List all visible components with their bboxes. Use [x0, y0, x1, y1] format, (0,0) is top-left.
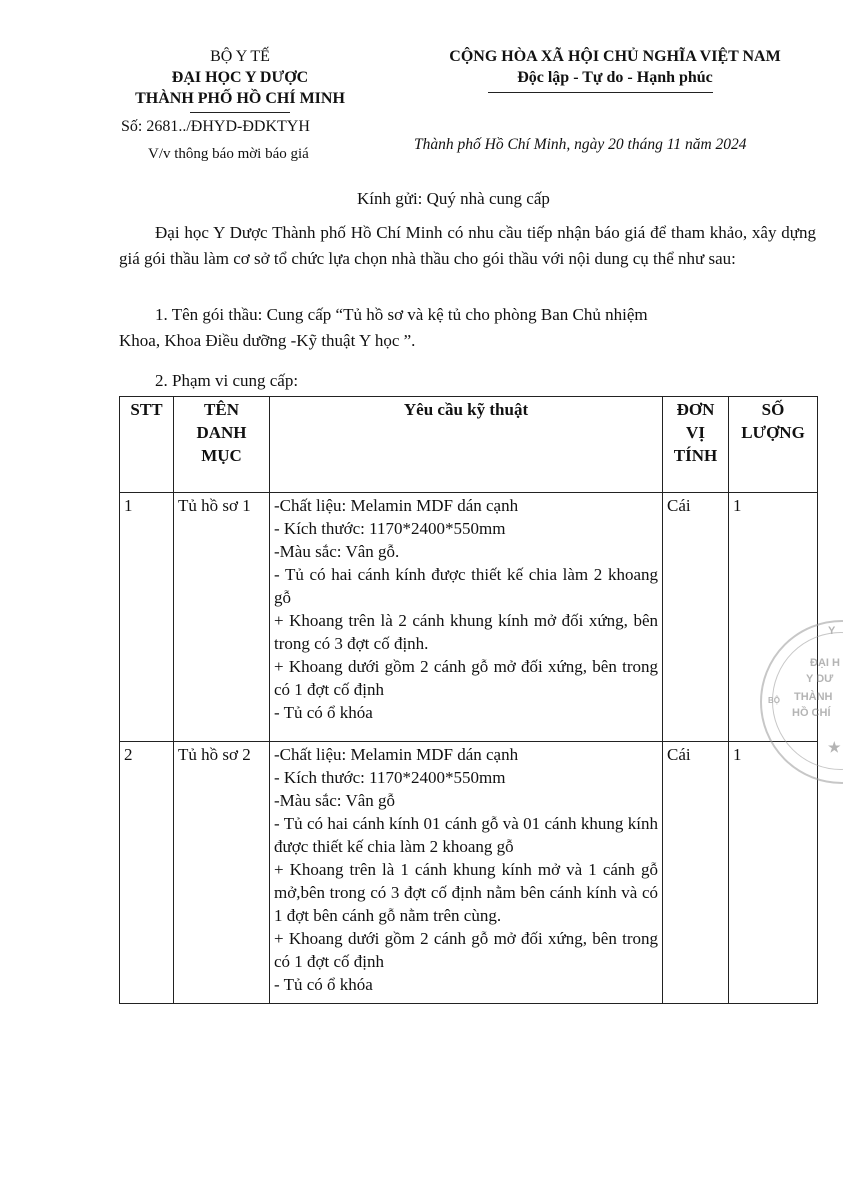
req-line: - Kích thước: 1170*2400*550mm [274, 768, 506, 787]
header-left-underline [190, 112, 290, 113]
req-line: -Màu sắc: Vân gỗ [274, 791, 396, 810]
stamp-text: Y [828, 625, 836, 637]
req-line: - Tủ có ổ khóa [274, 703, 373, 722]
stamp-text: HỒ CHÍ [792, 707, 831, 719]
salutation: Kính gửi: Quý nhà cung cấp [357, 189, 550, 208]
header-unit: ĐƠN VỊ TÍNH [663, 397, 729, 493]
table-header-row [120, 397, 818, 493]
stamp-star-icon: ★ [828, 739, 841, 755]
package-name-line1: 1. Tên gói thầu: Cung cấp “Tủ hồ sơ và kệ tủ cho phòng Ban Chủ nhiệm [155, 305, 648, 324]
row-unit: Cái [663, 493, 729, 742]
stamp-text: BỘ [768, 696, 780, 705]
req-line: - Kích thước: 1170*2400*550mm [274, 519, 506, 538]
req-line: + Khoang dưới gồm 2 cánh gỗ mở đối xứng, bên trong có 1 đợt cố định [274, 657, 658, 699]
req-line: -Màu sắc: Vân gỗ. [274, 542, 400, 561]
row-requirements [270, 742, 663, 1004]
scope-heading: 2. Phạm vi cung cấp: [155, 371, 299, 390]
req-line: - Tủ có hai cánh kính 01 cánh gỗ và 01 cánh khung kính được thiết kế chia làm 2 khoang gỗ [274, 814, 658, 856]
req-line: + Khoang trên là 1 cánh khung kính mở và 1 cánh gỗ mở,bên trong có 3 đợt cố định nằm bên cánh kính và có 1 đợt bên cánh gỗ nằm trên cùng. [274, 860, 658, 925]
row-requirements [270, 493, 663, 742]
req-line: - Tủ có hai cánh kính được thiết kế chia làm 2 khoang gỗ [274, 565, 658, 607]
req-line: + Khoang trên là 2 cánh khung kính mở đối xứng, bên trong có 3 đợt cố định. [274, 611, 658, 653]
document-number: Số: 2681../ĐHYD-ĐDKTYH [121, 118, 310, 135]
req-line: + Khoang dưới gồm 2 cánh gỗ mở đối xứng, bên trong có 1 đợt cố định [274, 929, 658, 971]
req-line: -Chất liệu: Melamin MDF dán cạnh [274, 496, 519, 515]
stamp-text: ĐẠI H [810, 657, 840, 669]
header-right-underline [488, 92, 713, 93]
motto-line: Độc lập - Tự do - Hạnh phúc [517, 69, 713, 86]
header-quantity: SỐ LƯỢNG [729, 397, 818, 493]
package-name-line2: Khoa, Khoa Điều dưỡng -Kỹ thuật Y học ”. [119, 331, 416, 350]
intro-paragraph: Đại học Y Dược Thành phố Hồ Chí Minh có nhu cầu tiếp nhận báo giá để tham khảo, xây dựng giá gói thầu làm cơ sở tổ chức lựa chọn nhà thầu cho gói thầu với nội dung cụ thể như sau: [119, 223, 816, 268]
city-line: THÀNH PHỐ HỒ CHÍ MINH [135, 90, 345, 107]
requirements-table [119, 396, 818, 1004]
university-line: ĐẠI HỌC Y DƯỢC [171, 69, 309, 86]
row-stt: 2 [120, 742, 174, 1004]
stamp-text: THÀNH [794, 691, 833, 703]
table-row [120, 742, 818, 1004]
row-unit: Cái [663, 742, 729, 1004]
row-quantity: 1 [729, 742, 818, 1004]
country-line: CỘNG HÒA XÃ HỘI CHỦ NGHĨA VIỆT NAM [449, 48, 781, 65]
national-header [420, 46, 810, 88]
document-subject: V/v thông báo mời báo giá [148, 146, 309, 162]
document-date: Thành phố Hồ Chí Minh, ngày 20 tháng 11 năm 2024 [414, 136, 747, 153]
stamp-text: Y DƯ [806, 673, 834, 685]
row-stt: 1 [120, 493, 174, 742]
req-line: - Tủ có ổ khóa [274, 975, 373, 994]
row-item-name: Tủ hồ sơ 2 [174, 742, 270, 1004]
header-item-name: TÊN DANH MỤC [174, 397, 270, 493]
req-line: -Chất liệu: Melamin MDF dán cạnh [274, 745, 519, 764]
header-technical-requirements: Yêu cầu kỹ thuật [270, 397, 663, 493]
ministry-name [110, 46, 370, 109]
row-quantity: 1 [729, 493, 818, 742]
ministry-line: BỘ Y TẾ [210, 48, 270, 65]
row-item-name: Tủ hồ sơ 1 [174, 493, 270, 742]
table-row [120, 493, 818, 742]
header-stt: STT [120, 397, 174, 493]
